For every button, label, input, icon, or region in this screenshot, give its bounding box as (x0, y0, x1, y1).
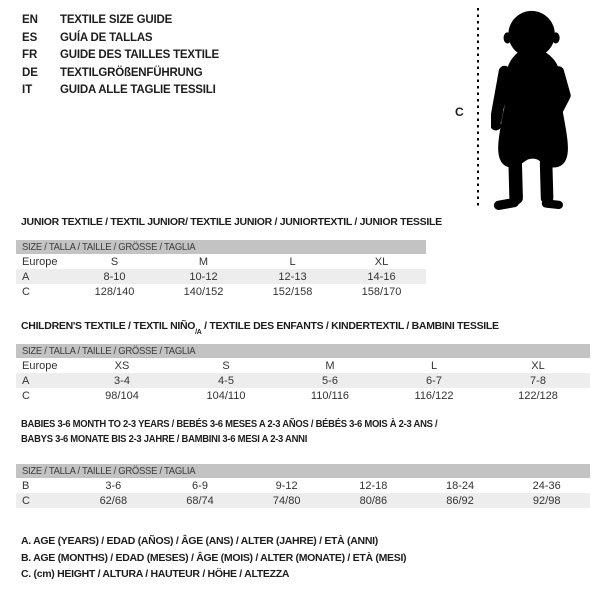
row-label: A (22, 270, 30, 283)
size-cell: 4-5 (218, 374, 234, 387)
table-header-label: SIZE / TALLA / TAILLE / GRÖSSE / TAGLIA (22, 465, 196, 477)
language-code: FR (22, 49, 38, 61)
children-title-post: / TEXTILE DES ENFANTS / KINDERTEXTIL / BAMBINI TESSILE (201, 320, 499, 332)
language-code: DE (22, 66, 38, 79)
size-cell: 110/116 (310, 389, 350, 402)
size-cell: 122/128 (518, 389, 558, 402)
footnote-line-c: C. (cm) HEIGHT / ALTURA / HAUTEUR / HÖHE / ALTEZZA (21, 568, 290, 580)
size-cell: XS (114, 359, 130, 372)
babies-title-line2: BABYS 3-6 MONATE BIS 2-3 JAHRE / BAMBINI 3-6 MESI A 2-3 ANNI (21, 433, 308, 445)
row-label: Europe (22, 359, 58, 372)
table-header-label: SIZE / TALLA / TAILLE / GRÖSSE / TAGLIA (22, 241, 196, 253)
height-label-c: C (455, 105, 464, 119)
size-cell: 62/68 (99, 494, 128, 507)
size-cell: 24-36 (532, 479, 561, 492)
babies-title-line1: BABIES 3-6 MONTH TO 2-3 YEARS / BEBÉS 3-6 MESES A 2-3 AÑOS / BÉBÉS 3-6 MOIS À 2-3 ANS / (21, 418, 438, 430)
table-row (16, 373, 590, 388)
children-title-pre: CHILDREN'S TEXTILE / TEXTIL NIÑO (21, 320, 196, 332)
size-cell: 128/140 (94, 285, 135, 298)
footnote-line-a: A. AGE (YEARS) / EDAD (AÑOS) / ÂGE (ANS) / ALTER (JAHRE) / ETÀ (ANNI) (21, 535, 378, 547)
size-cell: 86/92 (446, 494, 474, 507)
language-code: EN (22, 14, 38, 26)
language-code: ES (22, 31, 38, 44)
table-header-bar (16, 344, 590, 358)
size-cell: S (222, 359, 230, 372)
size-cell: 74/80 (272, 494, 301, 507)
table-row (16, 284, 426, 299)
size-cell: L (289, 255, 296, 268)
row-label: C (22, 285, 30, 298)
language-row-it (22, 82, 219, 100)
size-cell: 6-7 (426, 374, 442, 387)
table-row (16, 254, 426, 269)
size-cell: 158/170 (361, 285, 402, 298)
height-dotted-line (477, 8, 479, 209)
table-row (16, 478, 590, 493)
language-title: GUIDE DES TAILLES TEXTILE (60, 49, 219, 61)
language-title: GUIDA ALLE TAGLIE TESSILI (60, 84, 216, 96)
size-cell: 80/86 (359, 494, 388, 507)
table-row (16, 269, 426, 284)
junior-section-title-text: JUNIOR TEXTILE / TEXTIL JUNIOR/ TEXTILE JUNIOR / JUNIORTEXTIL / JUNIOR TESSILE (21, 216, 442, 228)
size-cell: 5-6 (322, 374, 338, 387)
size-cell: 3-4 (114, 374, 130, 387)
row-label: C (22, 389, 30, 402)
table-row (16, 493, 590, 508)
size-cell: 18-24 (445, 479, 475, 492)
language-title: TEXTILGRÖßENFÜHRUNG (60, 66, 203, 79)
row-label: B (22, 479, 30, 492)
size-cell: 10-12 (189, 270, 218, 283)
size-cell: M (198, 255, 209, 268)
language-list (22, 12, 219, 100)
children-size-table (16, 344, 590, 403)
babies-section-title (21, 417, 484, 447)
table-header-bar (16, 240, 426, 254)
size-cell: M (325, 359, 335, 372)
table-header-bar (16, 464, 590, 478)
junior-size-table (16, 240, 426, 299)
size-cell: 104/110 (206, 389, 246, 402)
row-label: C (22, 494, 30, 507)
size-cell: L (430, 359, 438, 372)
size-cell: 3-6 (105, 479, 122, 492)
language-title: GUÍA DE TALLAS (60, 31, 153, 44)
row-label: A (22, 374, 30, 387)
children-section-title (21, 319, 499, 338)
size-cell: 6-9 (192, 479, 208, 492)
size-cell: XL (374, 255, 389, 268)
children-title-subscript: /A (195, 329, 202, 337)
language-code: IT (22, 84, 33, 96)
language-row-de (22, 65, 219, 83)
size-cell: 68/74 (186, 494, 214, 507)
size-cell: 9-12 (275, 479, 298, 492)
junior-section-title (21, 215, 442, 230)
size-cell: 116/122 (414, 389, 454, 402)
footnotes (21, 533, 406, 583)
baby-silhouette-icon (491, 10, 578, 210)
size-cell: 98/104 (105, 389, 139, 402)
size-cell: 140/152 (183, 285, 224, 298)
size-cell: 12-13 (278, 270, 307, 283)
size-cell: XL (531, 359, 545, 372)
size-cell: 12-18 (359, 479, 388, 492)
language-row-en (22, 12, 219, 30)
language-row-fr (22, 47, 219, 65)
size-cell: 8-10 (103, 270, 126, 283)
size-cell: 14-16 (367, 270, 396, 283)
table-row (16, 358, 590, 373)
size-cell: 7-8 (530, 374, 546, 387)
table-header-label: SIZE / TALLA / TAILLE / GRÖSSE / TAGLIA (22, 345, 196, 357)
size-cell: 92/98 (532, 494, 561, 507)
children-section-title-text (21, 320, 499, 337)
size-cell: 152/158 (272, 285, 313, 298)
size-cell: S (110, 255, 119, 268)
babies-size-table (16, 464, 590, 508)
row-label: Europe (22, 255, 58, 268)
table-row (16, 388, 590, 403)
language-title: TEXTILE SIZE GUIDE (60, 14, 173, 26)
language-row-es (22, 30, 219, 48)
footnote-line-b: B. AGE (MONTHS) / EDAD (MESES) / ÂGE (MOIS) / ALTER (MONATE) / ETÀ (MESI) (21, 551, 407, 564)
